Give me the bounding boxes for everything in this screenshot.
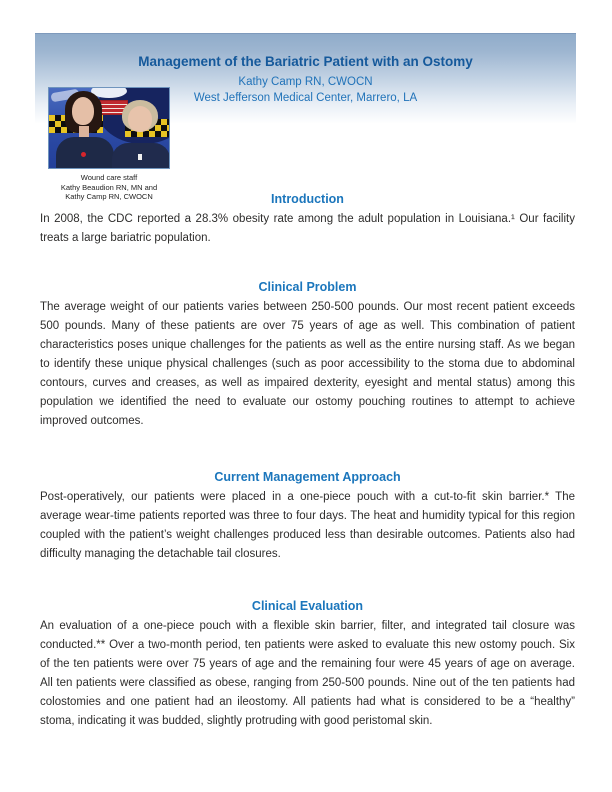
section-body-introduction: In 2008, the CDC reported a 28.3% obesity rate among the adult population in Louisiana.¹ Our facility treats a large bariatric population. xyxy=(40,213,575,244)
section-heading-introduction: Introduction xyxy=(271,192,344,206)
section-body-current-management-approach: Post-operatively, our patients were placed in a one-piece pouch with a cut-to-fit skin barrier.* The average wear-time patients reported was three to four days. The heat and humidity typical for this region coupled with the patient’s weight challenges produced less than desirable outcomes. Patients also had difficulty managing the detachable tail closures. xyxy=(40,491,575,560)
photo-caption-line-1: Wound care staff xyxy=(80,173,138,182)
section-heading-clinical-evaluation: Clinical Evaluation xyxy=(251,599,364,613)
section-introduction xyxy=(40,191,575,248)
photo-caption-line-2: Kathy Beaudion RN, MN and xyxy=(60,182,158,192)
section-current-management-approach xyxy=(40,469,575,564)
photo-person-left-face xyxy=(72,97,94,125)
author-line: Kathy Camp RN, CWOCN xyxy=(238,76,373,88)
staff-photo xyxy=(48,87,170,169)
section-body-clinical-problem: The average weight of our patients varies between 250-500 pounds. Our most recent patient exceeds 500 pounds. Many of these patients are over 75 years of age as well. This combination of patient characteristics poses unique challenges for the patients as well as the entire nursing staff. As we began to identify these unique physical challenges (such as poor accessibility to the stoma due to abdominal contours, curves and creases, as well as impaired dexterity, eyesight and mental status) among this population we identified the need to evaluate our ostomy pouching routines to attempt to achieve improved outcomes. xyxy=(40,301,575,427)
section-clinical-evaluation xyxy=(40,598,575,731)
photo-person-right-face xyxy=(128,106,152,132)
page-title: Management of the Bariatric Patient with an Ostomy xyxy=(138,54,473,69)
photo-person-left-pin xyxy=(81,152,86,157)
section-body-clinical-evaluation: An evaluation of a one-piece pouch with a flexible skin barrier, filter, and integrated tail closure was conducted.** Over a two-month period, ten patients were asked to evaluate this new ostomy pouch. Six of the ten patients were over 75 years of age and the remaining four were 45 years of age on average. All ten patients were classified as obese, ranging from 250-500 pounds. Nine out of the ten patients had colostomies and one patient had an ileostomy. All patients had what is considered to be a “healthy” stoma, indicating it was budded, slightly protruding with good peristomal skin. xyxy=(40,620,575,727)
photo-person-right-pin xyxy=(138,154,142,160)
institution-line: West Jefferson Medical Center, Marrero, LA xyxy=(193,92,418,104)
section-clinical-problem xyxy=(40,279,575,431)
photo-caption-line-3: Kathy Camp RN, CWOCN xyxy=(65,192,153,201)
section-heading-clinical-problem: Clinical Problem xyxy=(258,280,357,294)
section-heading-current-management-approach: Current Management Approach xyxy=(214,470,401,484)
